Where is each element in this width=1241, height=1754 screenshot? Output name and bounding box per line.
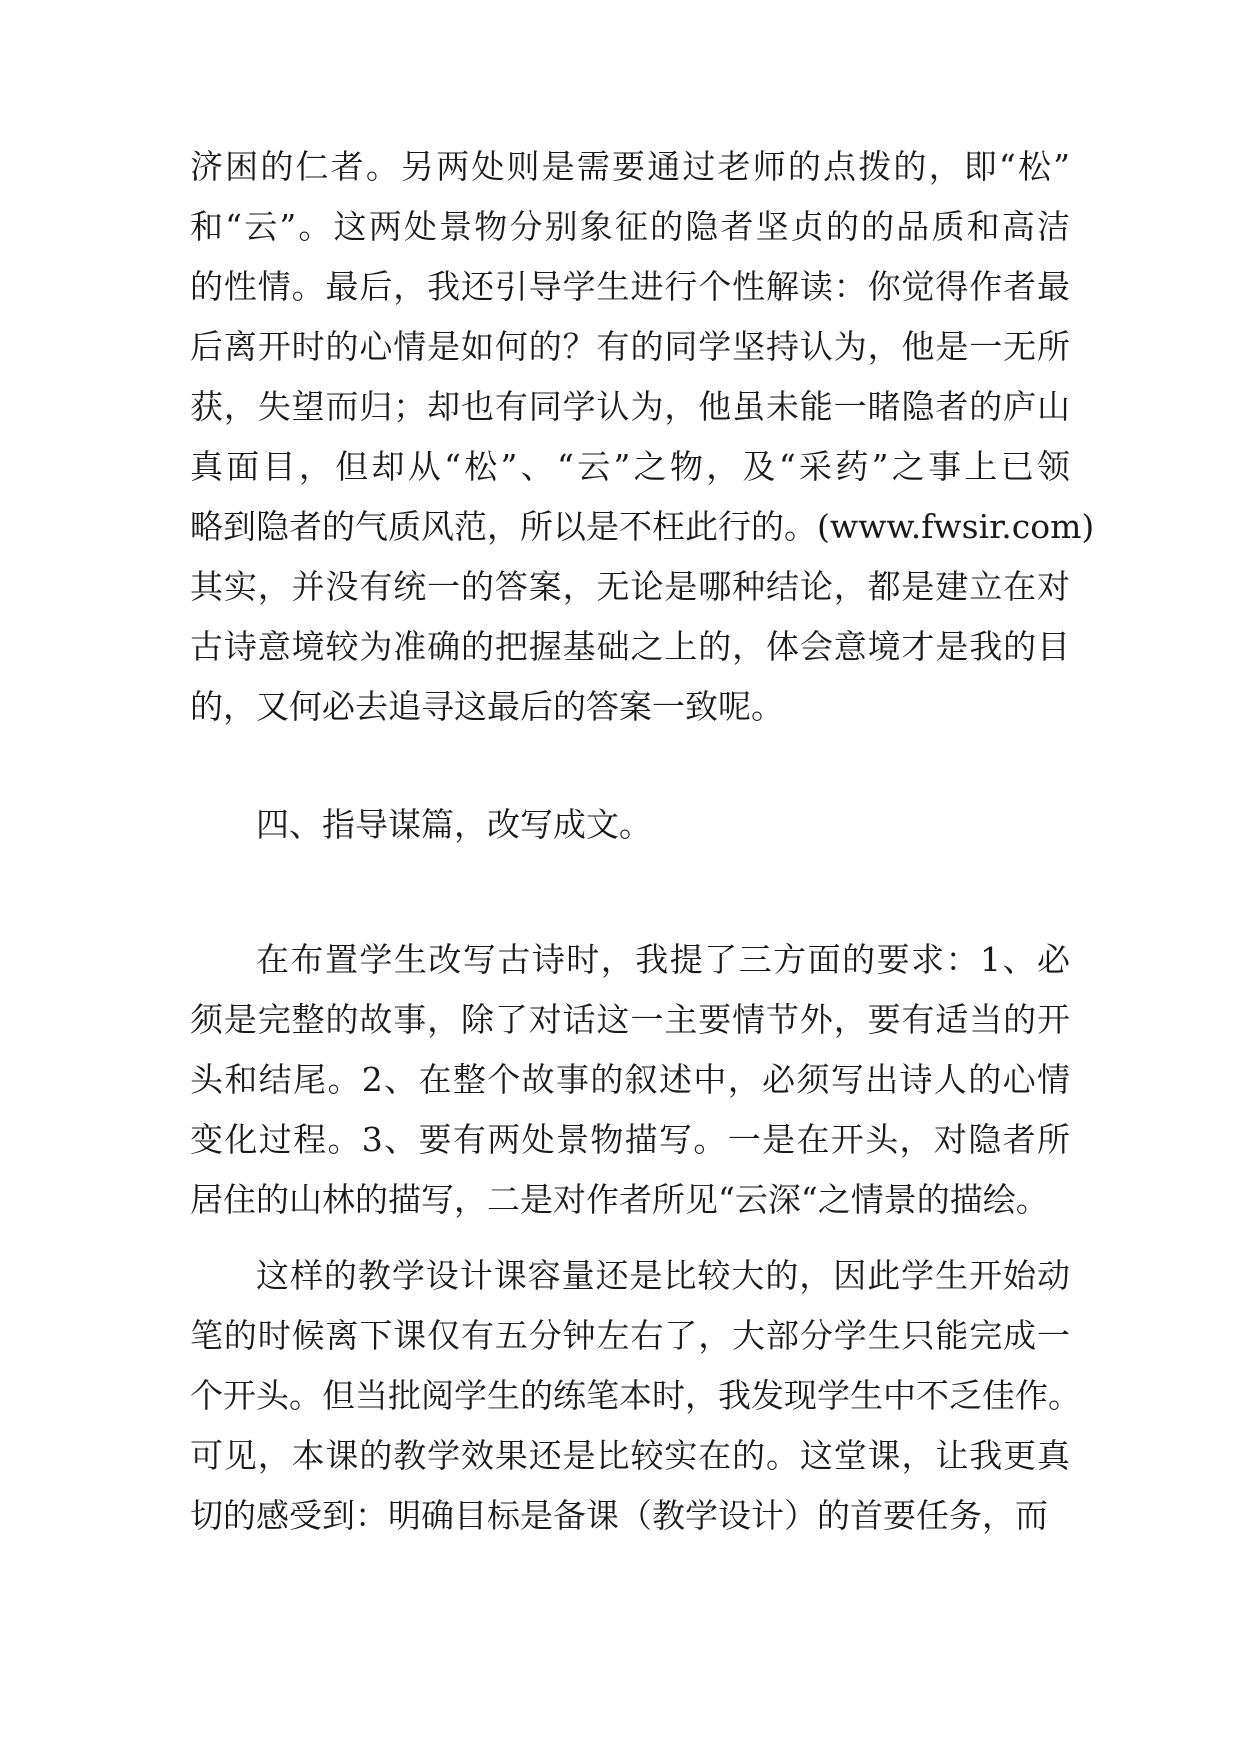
text-line: 的，又何必去追寻这最后的答案一致呢。 [190,687,784,726]
text-line: 居住的山林的描写，二是对作者所见“云深“之情景的描绘。 [190,1180,1049,1219]
section-heading-four [190,795,1070,855]
text-line: 变化过程。3、要有两处景物描写。一是在开头，对隐者所 [190,1120,1070,1159]
text-line: 须是完整的故事，除了对话这一主要情节外，要有适当的开 [190,1000,1070,1039]
text-line: 头和结尾。2、在整个故事的叙述中，必须写出诗人的心情 [190,1060,1070,1099]
paragraph-teaching-reflection [190,1246,1081,1546]
text-line: 个开头。但当批阅学生的练笔本时，我发现学生中不乏佳作。 [190,1376,1081,1415]
text-line: 古诗意境较为准确的把握基础之上的，体会意境才是我的目 [190,627,1070,666]
text-line: 在布置学生改写古诗时，我提了三方面的要求：1、必 [256,940,1070,979]
paragraph-writing-requirements [190,930,1070,1230]
text-line: 这样的教学设计课容量还是比较大的，因此学生开始动 [256,1256,1070,1295]
text-line: 其实，并没有统一的答案，无论是哪种结论，都是建立在对 [190,567,1070,606]
text-line: 获，失望而归；却也有同学认为，他虽未能一睹隐者的庐山 [190,387,1070,426]
text-line: 笔的时候离下课仅有五分钟左右了，大部分学生只能完成一 [190,1316,1070,1355]
text-line: 济困的仁者。另两处则是需要通过老师的点拨的，即“松” [190,147,1070,186]
text-line: 的性情。最后，我还引导学生进行个性解读：你觉得作者最 [190,267,1070,306]
text-line: 可见，本课的教学效果还是比较实在的。这堂课，让我更真 [190,1436,1070,1475]
text-line: 切的感受到：明确目标是备课（教学设计）的首要任务，而 [190,1496,1048,1535]
text-line: 和“云”。这两处景物分别象征的隐者坚贞的的品质和高洁 [190,207,1070,246]
text-line: 真面目，但却从“松”、“云”之物，及“采药”之事上已领 [190,447,1070,486]
section-heading-text: 四、指导谋篇，改写成文。 [256,805,652,844]
paragraph-poem-interpretation [190,137,1095,737]
text-line: 略到隐者的气质风范，所以是不枉此行的。(www.fwsir.com) [190,507,1095,546]
text-line: 后离开时的心情是如何的？有的同学坚持认为，他是一无所 [190,327,1070,366]
